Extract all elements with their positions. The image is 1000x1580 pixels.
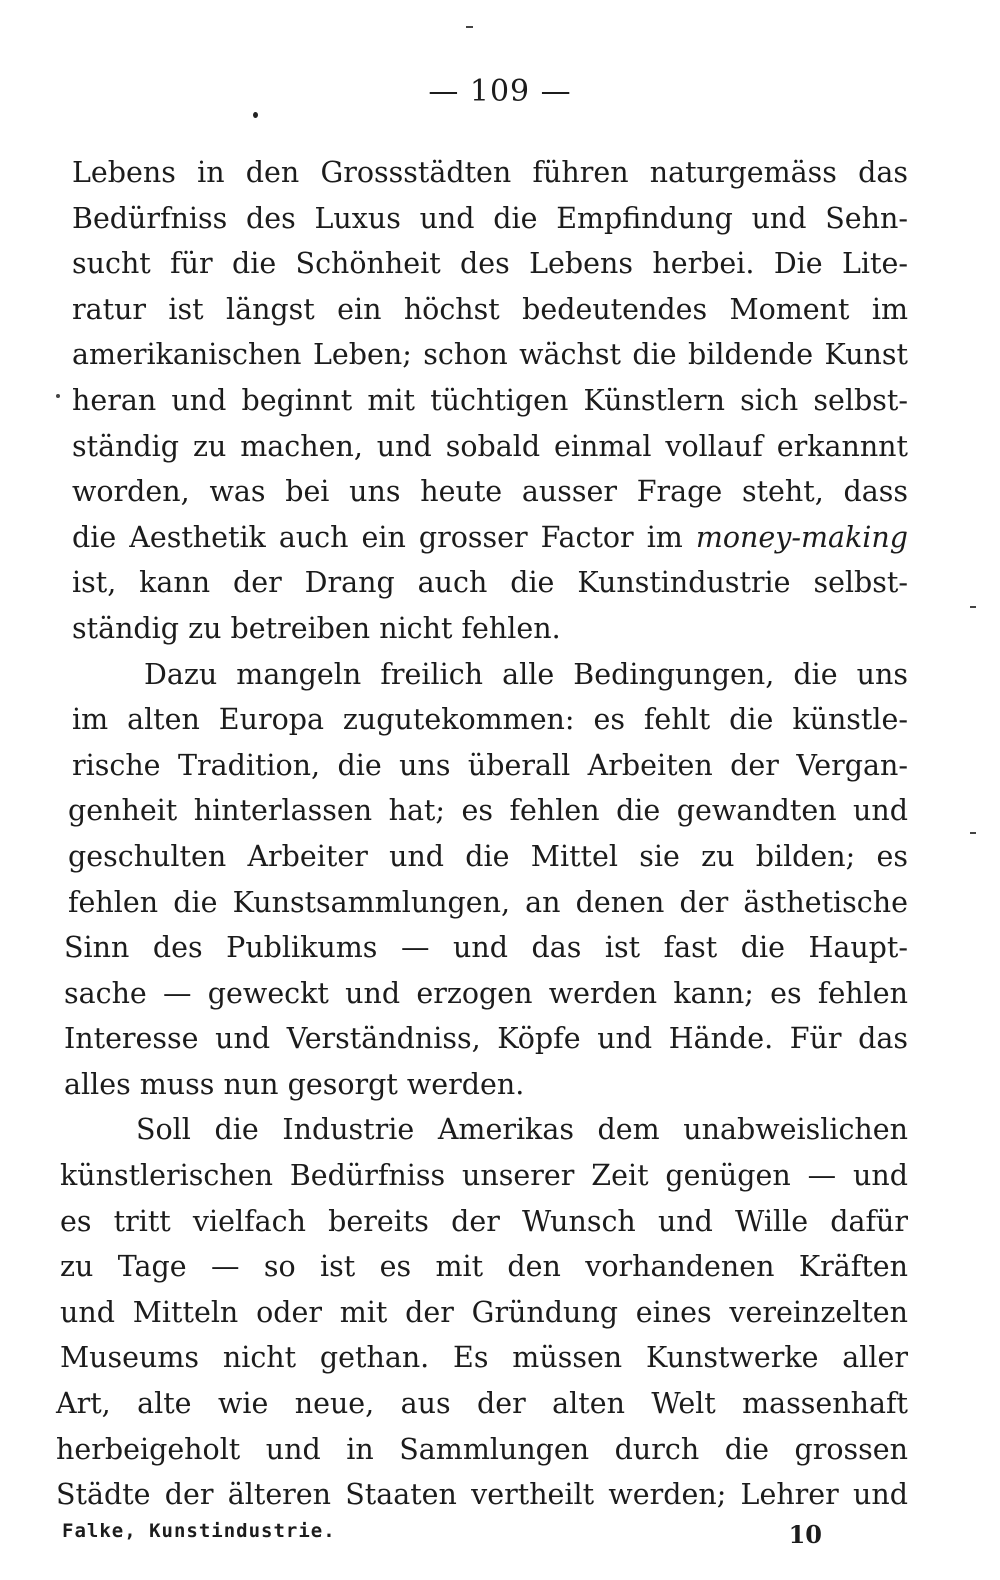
text-line: Art, alte wie neue, aus der alten Welt massenhaft [56, 1387, 908, 1421]
text-line: Dazu mangeln freilich alle Bedingungen, die uns [144, 657, 908, 691]
scan-mark [466, 26, 473, 28]
text-line: Sinn des Publikums — und das ist fast die Haupt- [64, 931, 908, 965]
text-line: sucht für die Schönheit des Lebens herbei. Die Lite- [72, 247, 908, 281]
text-line: herbeigeholt und in Sammlungen durch die grossen [56, 1432, 908, 1466]
scan-mark [56, 394, 60, 398]
text-line: Bedürfniss des Luxus und die Empfindung und Sehn- [72, 201, 908, 235]
page-number: — 109 — [428, 74, 572, 109]
ink-dot [253, 112, 258, 118]
text-line: Museums nicht gethan. Es müssen Kunstwerke aller [60, 1341, 908, 1375]
text-line: rische Tradition, die uns überall Arbeiten der Vergan- [72, 748, 908, 782]
text-line: im alten Europa zugutekommen: es fehlt die künstle- [72, 703, 908, 737]
text-line: Städte der älteren Staaten vertheilt werden; Lehrer und [56, 1478, 908, 1512]
text-line: ständig zu betreiben nicht fehlen. [72, 611, 561, 645]
text-line: Soll die Industrie Amerikas dem unabweislichen [136, 1113, 908, 1147]
text-line: genheit hinterlassen hat; es fehlen die gewandten und [68, 794, 908, 828]
italic-term: money-making [695, 520, 908, 554]
sheet-number: 10 [788, 1520, 822, 1549]
text-line: Lebens in den Grossstädten führen naturgemäss das [72, 156, 908, 189]
text-line: und Mitteln oder mit der Gründung eines vereinzelten [60, 1295, 908, 1329]
text-line: amerikanischen Leben; schon wächst die bildende Kunst [72, 338, 908, 372]
text-line: ständig zu machen, und sobald einmal vollauf erkannnt [72, 429, 908, 463]
paragraph-3 [56, 1107, 908, 1517]
text-line: sache — geweckt und erzogen werden kann; es fehlen [64, 976, 908, 1010]
italic-text-line: die Aesthetik auch ein grosser Factor im money-making [72, 520, 908, 554]
text-line-with-italic [72, 515, 908, 561]
text-line: worden, was bei uns heute ausser Frage steht, dass [72, 475, 908, 509]
text-line: es tritt vielfach bereits der Wunsch und Wille dafür [60, 1204, 908, 1238]
paragraph-2 [64, 652, 908, 1108]
text-line: zu Tage — so ist es mit den vorhandenen Kräften [60, 1250, 908, 1284]
text-line: ist, kann der Drang auch die Kunstindustrie selbst- [72, 566, 908, 600]
paragraph-1 [72, 150, 908, 652]
text-line: künstlerischen Bedürfniss unserer Zeit genügen — und [60, 1159, 908, 1193]
text-line: heran und beginnt mit tüchtigen Künstlern sich selbst- [72, 383, 908, 417]
text-line: alles muss nun gesorgt werden. [64, 1067, 525, 1101]
text-line: ratur ist längst ein höchst bedeutendes Moment im [72, 292, 908, 326]
scan-mark [970, 832, 976, 834]
signature-mark: Falke, Kunstindustrie. [62, 1520, 336, 1542]
text-block [56, 150, 908, 1518]
text-line: fehlen die Kunstsammlungen, an denen der ästhetische [68, 885, 908, 919]
text-line: geschulten Arbeiter und die Mittel sie zu bilden; es [68, 839, 908, 873]
text-line: Interesse und Verständniss, Köpfe und Hände. Für das [64, 1022, 908, 1056]
scan-mark [970, 606, 976, 608]
